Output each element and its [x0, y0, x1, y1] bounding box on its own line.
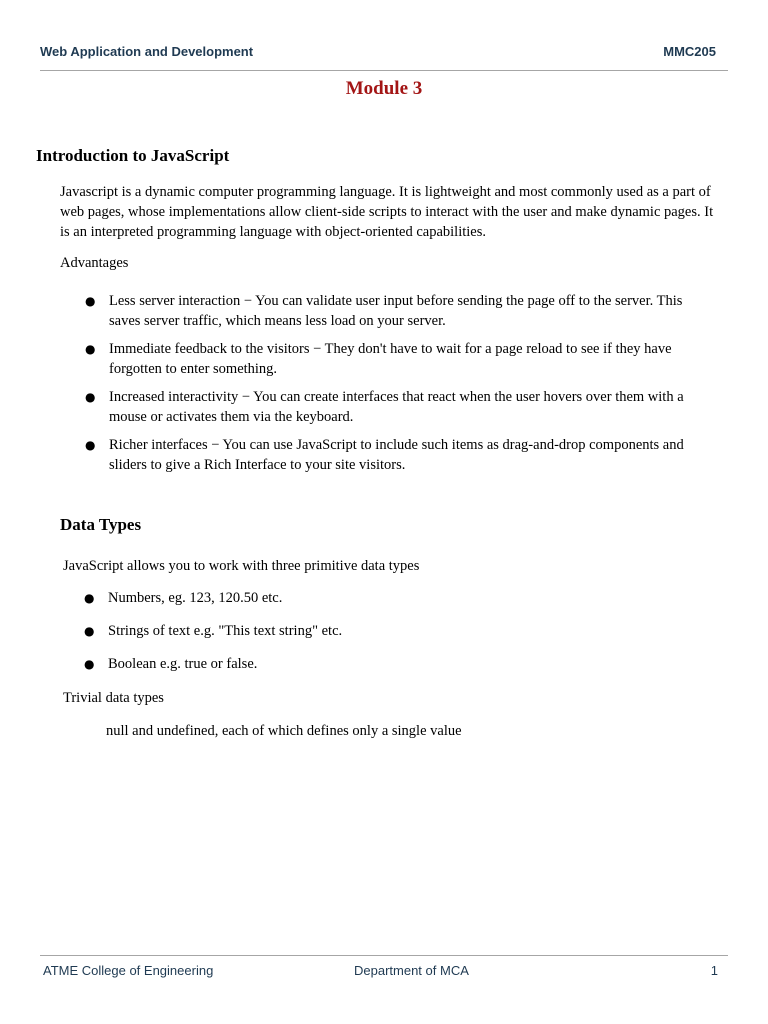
trivial-types-description: null and undefined, each of which defines only a single value — [106, 723, 462, 739]
course-title: Web Application and Development — [40, 44, 254, 59]
advantage-text: Immediate feedback to the visitors − They don't have to wait for a page reload to see if they have forgotten to enter something. — [109, 341, 672, 377]
advantage-text: Increased interactivity − You can create interfaces that react when the user hovers over them with a mouse or activates them via the keyboard. — [109, 389, 684, 425]
advantage-text: Less server interaction − You can validate user input before sending the page off to the server. This saves server traffic, which means less load on your server. — [109, 293, 683, 329]
trivial-types-label: Trivial data types — [63, 690, 164, 706]
list-item — [85, 387, 710, 427]
list-item — [84, 621, 684, 641]
bullet-icon: ● — [85, 294, 96, 308]
advantages-label: Advantages — [60, 255, 129, 271]
module-title: Module 3 — [345, 78, 423, 99]
intro-heading: Introduction to JavaScript — [36, 146, 230, 165]
page-number: 1 — [710, 963, 718, 978]
primitive-type-text: Strings of text e.g. "This text string" etc. — [108, 623, 343, 639]
list-item — [85, 339, 710, 379]
page-footer — [40, 955, 728, 978]
list-item — [85, 435, 710, 475]
list-item — [85, 291, 710, 331]
data-types-intro: JavaScript allows you to work with three primitive data types — [63, 558, 420, 574]
department-name: Department of MCA — [354, 963, 469, 978]
advantage-text: Richer interfaces − You can use JavaScript to include such items as drag-and-drop components and sliders to give a Rich Interface to your site visitors. — [109, 437, 684, 473]
primitive-type-text: Numbers, eg. 123, 120.50 etc. — [108, 590, 283, 606]
intro-paragraph: Javascript is a dynamic computer programming language. It is lightweight and most commonly used as a part of web pages, whose implementations allow client-side scripts to interact with the user and make dynamic pages. It is an interpreted programming language with object-oriented capabilities. — [60, 184, 714, 240]
primitive-type-text: Boolean e.g. true or false. — [108, 656, 258, 672]
list-item — [84, 654, 684, 674]
bullet-icon: ● — [85, 342, 96, 356]
bullet-icon: ● — [84, 624, 95, 638]
college-name: ATME College of Engineering — [43, 963, 214, 978]
bullet-icon: ● — [84, 591, 95, 605]
list-item — [84, 588, 684, 608]
data-types-heading: Data Types — [60, 515, 142, 534]
advantages-list — [85, 291, 710, 483]
page-header — [40, 44, 728, 71]
bullet-icon: ● — [84, 657, 95, 671]
course-code: MMC205 — [663, 44, 716, 59]
primitive-types-list — [84, 588, 684, 687]
bullet-icon: ● — [85, 438, 96, 452]
bullet-icon: ● — [85, 390, 96, 404]
